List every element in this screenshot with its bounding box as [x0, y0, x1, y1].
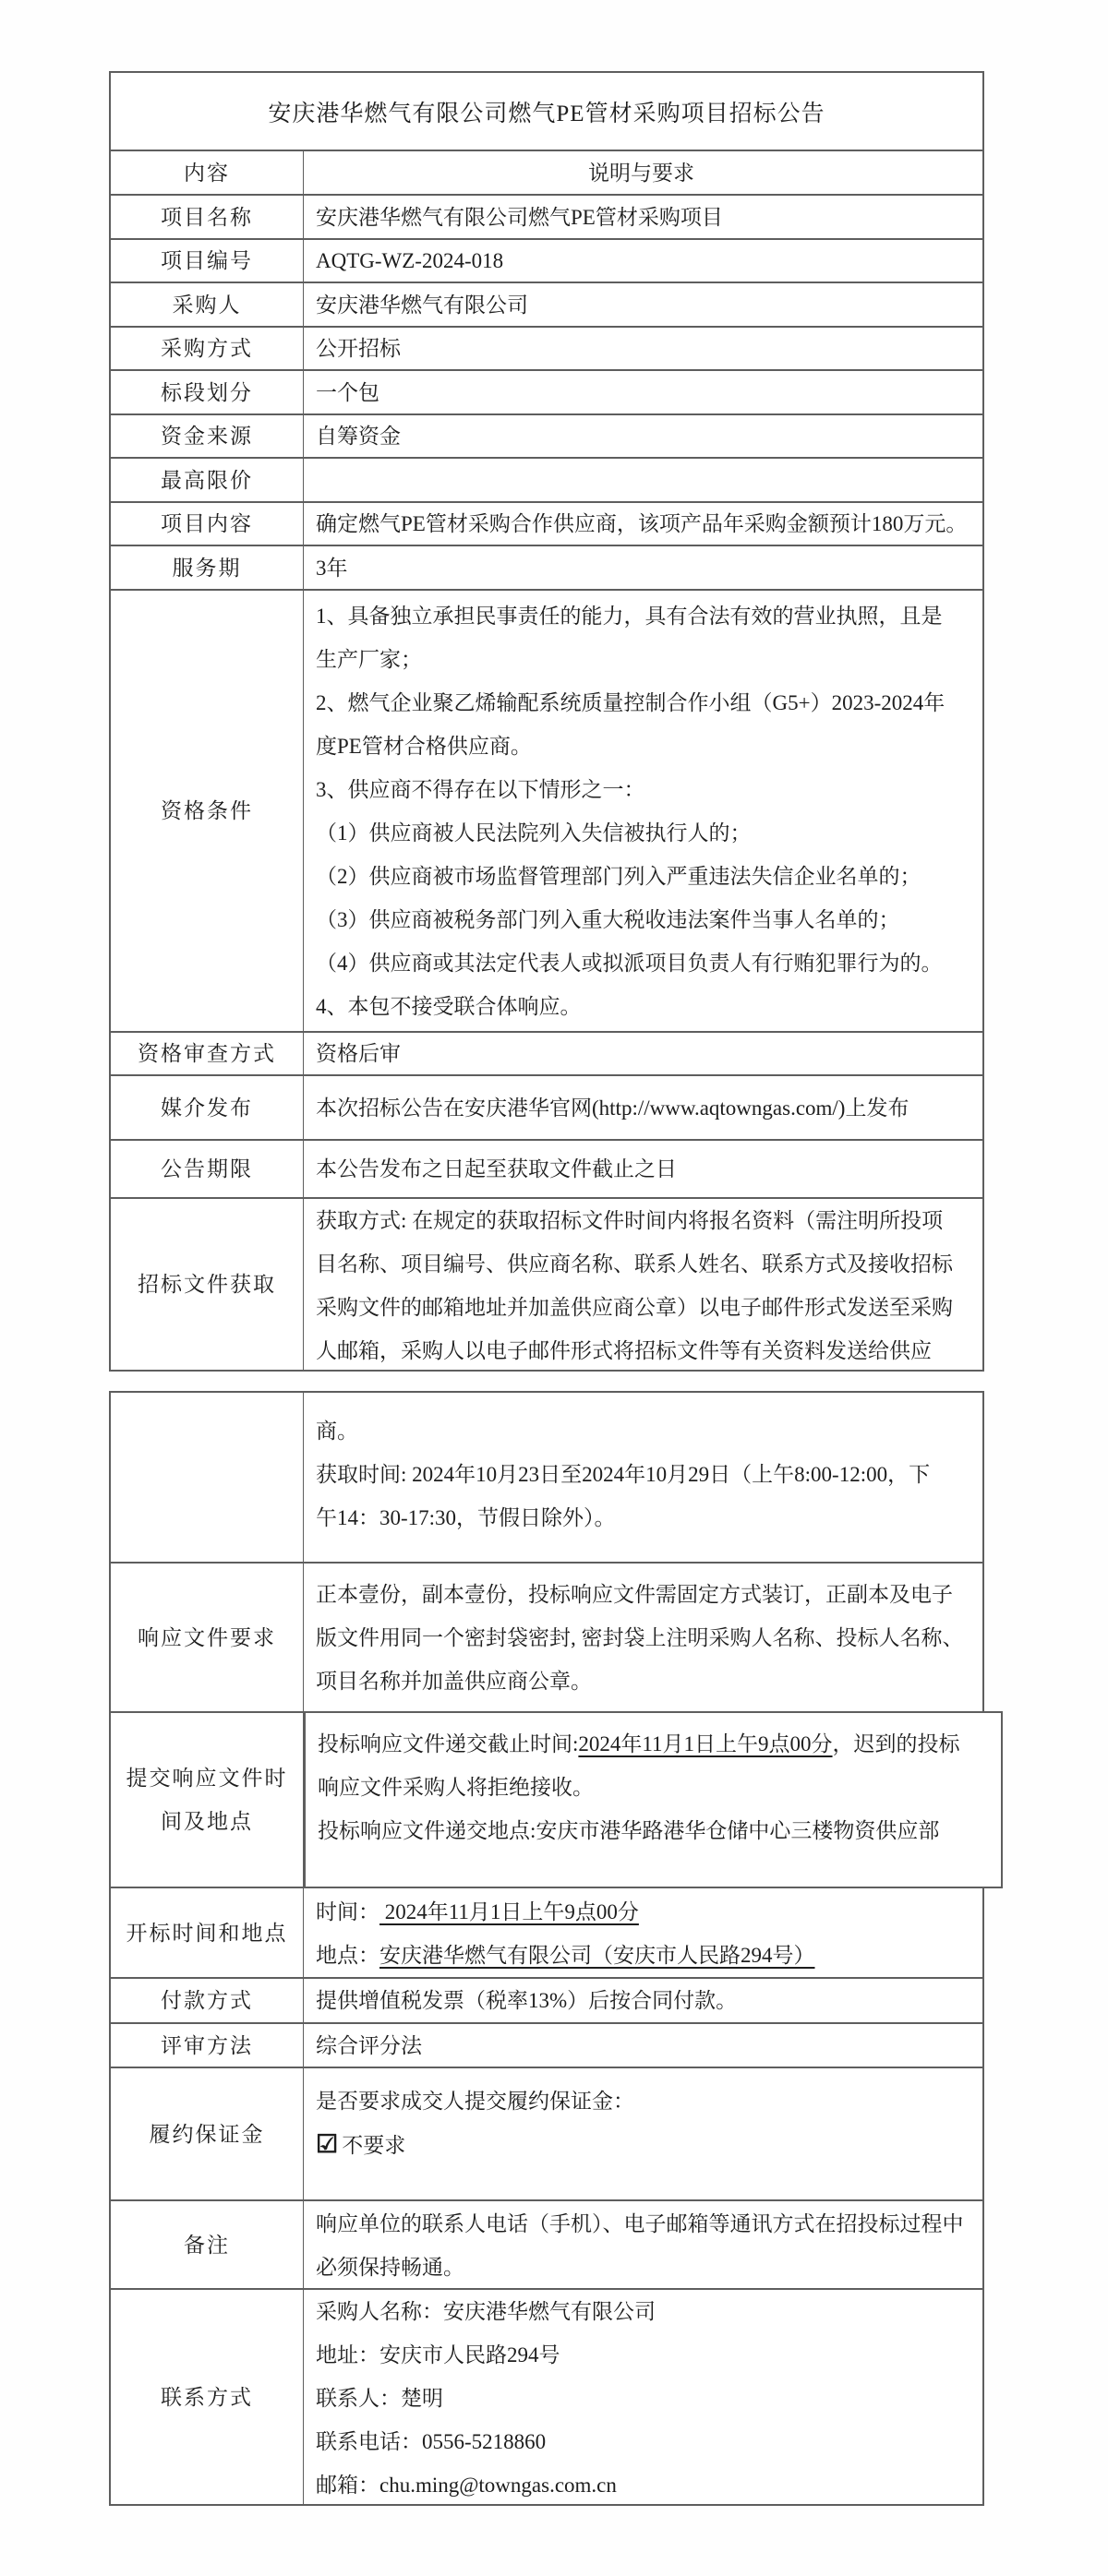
text-line: 正本壹份，副本壹份，投标响应文件需固定方式装订，正副本及电子: [316, 1583, 953, 1606]
max-price-label: [111, 459, 304, 501]
document-acquisition-continued-label: [111, 1393, 304, 1562]
row-label-text: 资金来源: [161, 425, 253, 448]
performance-bond-label: [111, 2068, 304, 2199]
text-line: 响应单位的联系人电话（手机）、电子邮箱等通讯方式在招投标过程中: [316, 2212, 964, 2235]
text-line: 午14：30-17:30，节假日除外）。: [316, 1506, 616, 1529]
row-label-text: 间及地点: [161, 1810, 253, 1833]
text-segment: 投标响应文件递交截止时间:: [318, 1732, 579, 1755]
text-line: 版文件用同一个密封袋密封, 密封袋上注明采购人名称、投标人名称、: [316, 1626, 964, 1649]
max-price: [111, 457, 982, 501]
text-line: 自筹资金: [316, 425, 401, 448]
text-line: 一个包: [316, 380, 379, 404]
qualification-review-value: [304, 1033, 982, 1074]
text-line: 本次招标公告在安庆港华官网(http://www.aqtowngas.com/)上发布: [316, 1096, 909, 1120]
remarks-label: [111, 2201, 304, 2288]
text-segment: 时间：: [316, 1900, 379, 1923]
row-label-text: 最高限价: [161, 468, 253, 492]
procurement-method: [111, 326, 982, 369]
text-line: [316, 1890, 979, 1934]
text-line: [316, 1934, 979, 1977]
text-line: 采购人名称：安庆港华燃气有限公司: [316, 2300, 656, 2323]
row-label-text: 开标时间和地点: [126, 1921, 288, 1945]
payment-method-value: [304, 1979, 982, 2022]
project-content-label: [111, 503, 304, 545]
row-label-text: 项目名称: [161, 205, 253, 229]
purchaser: [111, 282, 982, 326]
text-line: 投标响应文件递交地点:安庆市港华路港华仓储中心三楼物资供应部: [318, 1819, 940, 1842]
service-period: [111, 545, 982, 589]
text-line: 商。: [316, 1420, 358, 1443]
bid-opening-time-place-label: [111, 1888, 304, 1977]
text-line: 邮箱：chu.ming@towngas.com.cn: [316, 2474, 617, 2497]
text-line: 2、燃气企业聚乙烯输配系统质量控制合作小组（G5+）2023-2024年: [316, 691, 945, 714]
payment-method: [111, 1977, 982, 2022]
row-label-text: 项目编号: [161, 249, 253, 272]
row-label-text: 付款方式: [161, 1989, 253, 2012]
response-document-requirements: [111, 1562, 982, 1711]
lot-division: [111, 369, 982, 413]
media-publication-value: [304, 1076, 982, 1139]
checkbox-checked-icon: ☑: [316, 2130, 339, 2158]
max-price-value: [304, 459, 982, 501]
text-line: [316, 2123, 979, 2166]
submission-time-place: [111, 1711, 982, 1887]
purchaser-label: [111, 283, 304, 326]
project-number-value: [304, 240, 982, 282]
project-name: [111, 194, 982, 238]
row-label-text: 采购方式: [161, 337, 253, 360]
text-line: [318, 1722, 997, 1766]
evaluation-method: [111, 2022, 982, 2067]
text-line: 说明与要求: [588, 161, 694, 185]
text-line: 是否要求成交人提交履约保证金：: [316, 2090, 634, 2113]
bid-opening-time-place: [111, 1887, 982, 1977]
header-row: [111, 150, 982, 194]
contact-info-value: [304, 2290, 982, 2504]
service-period-label: [111, 546, 304, 589]
text-line: 联系电话：0556-5218860: [316, 2430, 547, 2453]
header-row-value: [304, 151, 982, 194]
text-line: 获取时间: 2024年10月23日至2024年10月29日（上午8:00-12:00，下: [316, 1463, 931, 1486]
row-label-text: 评审方法: [161, 2033, 253, 2057]
text-line: 安庆港华燃气有限公司: [316, 293, 528, 317]
performance-bond-value: [304, 2068, 982, 2199]
payment-method-label: [111, 1979, 304, 2022]
row-label-text: 项目内容: [161, 512, 253, 535]
funding-source-label: [111, 415, 304, 457]
text-line: 安庆港华燃气有限公司燃气PE管材采购项目: [316, 205, 723, 229]
text-line: 4、本包不接受联合体响应。: [316, 995, 582, 1018]
text-line: 3、供应商不得存在以下情形之一：: [316, 778, 645, 801]
document-acquisition: [111, 1197, 982, 1370]
announcement-period-label: [111, 1141, 304, 1197]
response-document-requirements-label: [111, 1564, 304, 1711]
text-line: （1）供应商被人民法院列入失信被执行人的；: [316, 821, 752, 845]
text-line: （2）供应商被市场监督管理部门列入严重违法失信企业名单的；: [316, 865, 921, 888]
text-line: 提供增值税发票（税率13%）后按合同付款。: [316, 1989, 738, 2012]
announcement-period: [111, 1139, 982, 1197]
document-acquisition-continued-value: [304, 1393, 982, 1562]
qualification-requirements: [111, 589, 982, 1031]
title-row: [111, 73, 982, 150]
document-acquisition-value: [304, 1199, 982, 1370]
project-number: [111, 238, 982, 282]
evaluation-method-value: [304, 2024, 982, 2067]
response-document-requirements-value: [304, 1564, 982, 1711]
page-title: 安庆港华燃气有限公司燃气PE管材采购项目招标公告: [268, 101, 825, 126]
project-number-label: [111, 240, 304, 282]
row-label-text: 媒介发布: [161, 1096, 253, 1120]
row-label-text: 联系方式: [161, 2385, 253, 2409]
qualification-requirements-label: [111, 591, 304, 1031]
text-line: 目名称、项目编号、供应商名称、联系人姓名、联系方式及接收招标: [316, 1252, 953, 1276]
text-line: 必须保持畅通。: [316, 2256, 464, 2279]
row-label-text: 采购人: [172, 293, 242, 317]
document-acquisition-continued: [111, 1393, 982, 1562]
procurement-method-label: [111, 328, 304, 369]
media-publication-label: [111, 1076, 304, 1139]
text-line: 项目名称并加盖供应商公章。: [316, 1670, 592, 1693]
procurement-method-value: [304, 328, 982, 369]
text-line: 本公告发布之日起至获取文件截止之日: [316, 1157, 677, 1180]
qualification-requirements-value: [304, 591, 982, 1031]
media-publication: [111, 1074, 982, 1139]
evaluation-method-label: [111, 2024, 304, 2067]
service-period-value: [304, 546, 982, 589]
remarks-value: [304, 2201, 982, 2288]
qualification-review: [111, 1031, 982, 1074]
row-label-text: 响应文件要求: [138, 1625, 276, 1649]
text-segment: ，迟到的投标: [832, 1732, 960, 1755]
text-line: 确定燃气PE管材采购合作供应商，该项产品年采购金额预计180万元。: [316, 512, 968, 535]
text-line: 采购文件的邮箱地址并加盖供应商公章）以电子邮件形式发送至采购: [316, 1296, 953, 1319]
text-line: 联系人：楚明: [316, 2387, 443, 2410]
contact-info: [111, 2288, 982, 2504]
funding-source-value: [304, 415, 982, 457]
row-label-text: 内容: [184, 161, 230, 185]
project-name-value: [304, 196, 982, 238]
submission-time-place-value: [304, 1711, 1003, 1888]
text-segment: 地点：: [316, 1944, 379, 1967]
bid-opening-time-place-value: [304, 1888, 982, 1977]
text-line: 人邮箱，采购人以电子邮件形式将招标文件等有关资料发送给供应: [316, 1339, 932, 1362]
project-name-label: [111, 196, 304, 238]
text-line: AQTG-WZ-2024-018: [316, 249, 504, 272]
project-content: [111, 501, 982, 545]
text-line: 地址：安庆市人民路294号: [316, 2343, 560, 2366]
text-line: 生产厂家；: [316, 648, 422, 671]
text-line: 度PE管材合格供应商。: [316, 735, 532, 758]
row-label-text: 履约保证金: [149, 2122, 265, 2146]
text-line: [316, 459, 979, 501]
row-label-text: 提交响应文件时: [126, 1767, 288, 1790]
text-segment: 不要求: [342, 2134, 406, 2157]
text-segment: 2024年11月1日上午9点00分: [379, 1900, 639, 1923]
text-line: （4）供应商或其法定代表人或拟派项目负责人有行贿犯罪行为的。: [316, 952, 943, 975]
text-segment: 2024年11月1日上午9点00分: [578, 1732, 833, 1755]
funding-source: [111, 413, 982, 457]
row-label-text: 资格条件: [161, 799, 253, 822]
submission-time-place-label: [111, 1713, 304, 1887]
text-segment: 安庆港华燃气有限公司（安庆市人民路294号）: [379, 1944, 815, 1967]
text-line: 综合评分法: [316, 2033, 422, 2057]
announcement-period-value: [304, 1141, 982, 1197]
text-line: 获取方式: 在规定的获取招标文件时间内将报名资料（需注明所投项: [316, 1209, 944, 1232]
row-label-text: 服务期: [172, 556, 242, 580]
text-line: 公开招标: [316, 337, 401, 360]
header-row-label: [111, 151, 304, 194]
purchaser-value: [304, 283, 982, 326]
announcement-table-2: [109, 1391, 984, 2506]
row-label-text: 标段划分: [161, 380, 253, 404]
document-acquisition-label: [111, 1199, 304, 1370]
lot-division-value: [304, 371, 982, 413]
text-line: 响应文件采购人将拒绝接收。: [318, 1776, 594, 1799]
project-content-value: [304, 503, 982, 545]
row-label-text: 资格审查方式: [138, 1042, 276, 1065]
qualification-review-label: [111, 1033, 304, 1074]
text-line: 资格后审: [316, 1042, 401, 1065]
row-label-text: 备注: [184, 2233, 230, 2257]
row-label-text: 公告期限: [161, 1157, 253, 1180]
row-label-text: 招标文件获取: [138, 1273, 276, 1296]
lot-division-label: [111, 371, 304, 413]
remarks: [111, 2199, 982, 2288]
text-line: （3）供应商被税务部门列入重大税收违法案件当事人名单的；: [316, 908, 900, 931]
announcement-table-1: [109, 71, 984, 1372]
contact-info-label: [111, 2290, 304, 2504]
text-line: 3年: [316, 556, 348, 580]
text-line: 1、具备独立承担民事责任的能力，具有合法有效的营业执照，且是: [316, 605, 943, 628]
performance-bond: [111, 2067, 982, 2199]
